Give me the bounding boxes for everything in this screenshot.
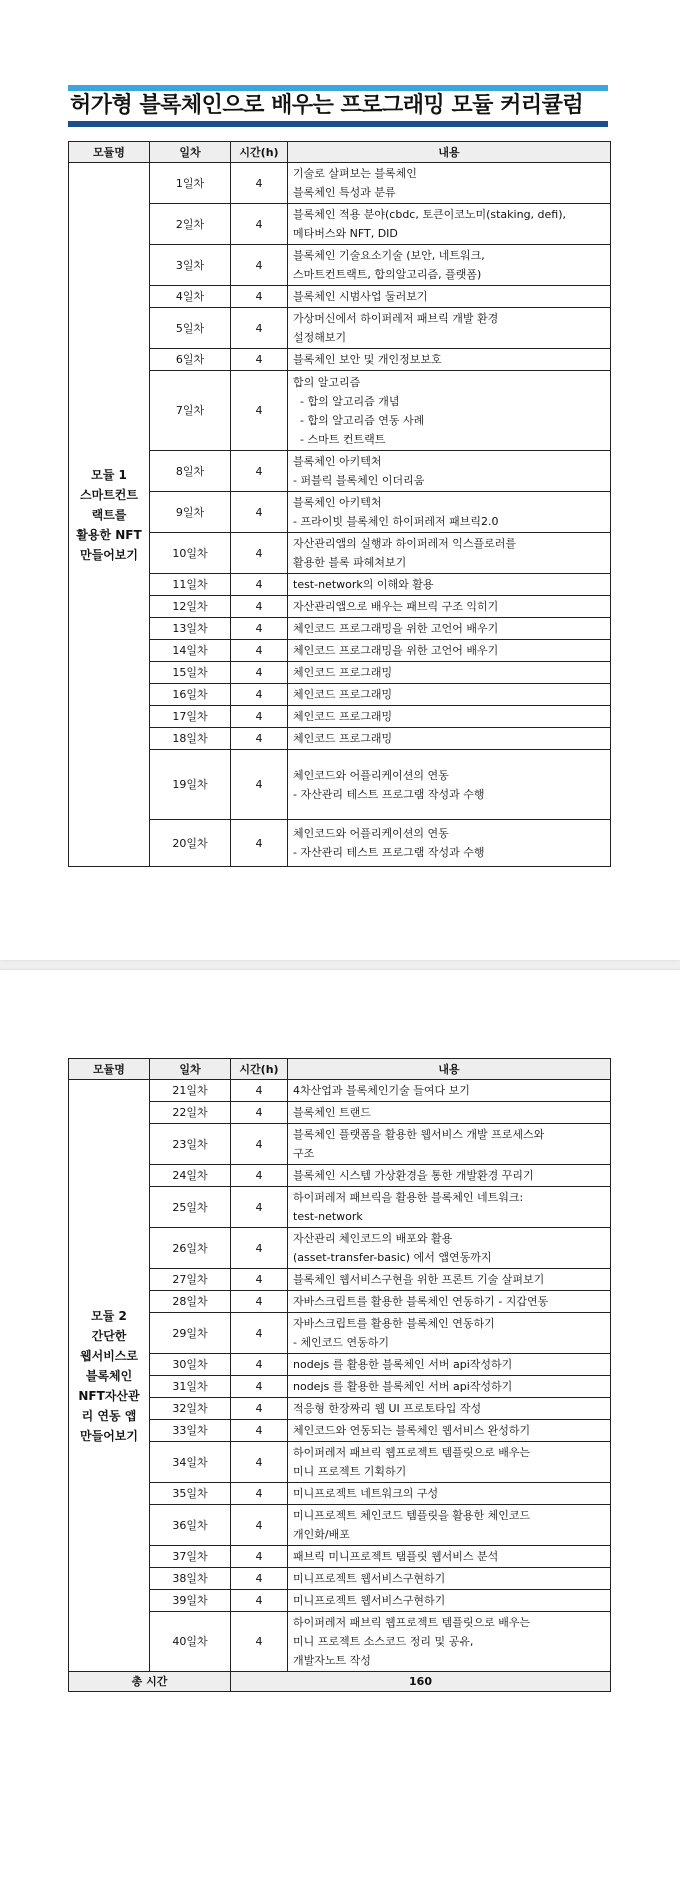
- hours-cell: 4: [231, 204, 288, 245]
- total-value: 160: [231, 1672, 611, 1692]
- hours-cell: 4: [231, 750, 288, 820]
- content-line: 블록체인 아키텍처: [293, 496, 382, 509]
- module-name-line: 랙트를: [91, 507, 127, 522]
- content-cell: [288, 1568, 611, 1590]
- content-cell: [288, 1269, 611, 1291]
- content-line: 블록체인 플랫폼을 활용한 웹서비스 개발 프로세스와: [293, 1128, 545, 1141]
- content-cell: [288, 1165, 611, 1187]
- content-line: 블록체인 기술요소기술 (보안, 네트워크,: [293, 249, 485, 262]
- header-content: 내용: [288, 142, 611, 163]
- hours-cell: 4: [231, 1124, 288, 1165]
- title-bar-bottom: [68, 121, 608, 127]
- content-line: 활용한 블록 파헤쳐보기: [293, 556, 407, 569]
- content-line: 블록체인 시범사업 둘러보기: [293, 290, 428, 303]
- content-line: 합의 알고리즘: [293, 375, 361, 389]
- table-row: [69, 820, 611, 867]
- hours-cell: 4: [231, 492, 288, 533]
- content-cell: [288, 1546, 611, 1568]
- header-hours: 시간(h): [231, 1059, 288, 1080]
- day-cell: 38일차: [150, 1568, 231, 1590]
- content-cell: [288, 1376, 611, 1398]
- content-cell: [288, 204, 611, 245]
- title-text: 허가형 블록체인으로 배우는 프로그래밍 모듈 커리큘럼: [70, 93, 584, 118]
- table-row: [69, 533, 611, 574]
- day-cell: 36일차: [150, 1505, 231, 1546]
- hours-cell: 4: [231, 1505, 288, 1546]
- content-cell: [288, 1590, 611, 1612]
- table-row: [69, 1102, 611, 1124]
- hours-cell: 4: [231, 349, 288, 371]
- table-row: [69, 706, 611, 728]
- hours-cell: 4: [231, 684, 288, 706]
- content-line: 체인코드 프로그래밍을 위한 고언어 배우기: [293, 622, 499, 635]
- header-module: 모듈명: [69, 1059, 150, 1080]
- table-row: [69, 1483, 611, 1505]
- content-line: 블록체인 시스템 가상환경을 통한 개발환경 꾸리기: [293, 1169, 534, 1182]
- day-cell: 20일차: [150, 820, 231, 867]
- day-cell: 10일차: [150, 533, 231, 574]
- content-line: 블록체인 보안 및 개인정보보호: [293, 353, 442, 366]
- table-row: [69, 1442, 611, 1483]
- content-cell: [288, 574, 611, 596]
- content-line: 설정해보기: [293, 331, 347, 344]
- module-name-line: 웹서비스로: [80, 1348, 138, 1363]
- hours-cell: 4: [231, 1354, 288, 1376]
- content-line: 미니 프로젝트 소스코드 정리 및 공유,: [293, 1635, 474, 1648]
- content-line: 미니프로젝트 웹서비스구현하기: [293, 1594, 446, 1607]
- day-cell: 35일차: [150, 1483, 231, 1505]
- day-cell: 15일차: [150, 662, 231, 684]
- content-line: 미니프로젝트 웹서비스구현하기: [293, 1572, 446, 1585]
- day-cell: 40일차: [150, 1612, 231, 1672]
- table-row: [69, 1187, 611, 1228]
- hours-cell: 4: [231, 662, 288, 684]
- table-row: [69, 640, 611, 662]
- content-line: (asset-transfer-basic) 에서 앱연동까지: [293, 1251, 492, 1264]
- table-row: [69, 1291, 611, 1313]
- module-name-line: 스마트컨트: [80, 487, 138, 502]
- hours-cell: 4: [231, 245, 288, 286]
- table-row: [69, 1398, 611, 1420]
- hours-cell: 4: [231, 308, 288, 349]
- day-cell: 7일차: [150, 371, 231, 451]
- day-cell: 30일차: [150, 1354, 231, 1376]
- content-cell: [288, 750, 611, 820]
- module-name-line: 만들어보기: [80, 1428, 138, 1443]
- day-cell: 31일차: [150, 1376, 231, 1398]
- content-line: 자산관리앱으로 배우는 패브릭 구조 익히기: [293, 600, 499, 613]
- table-row: [69, 750, 611, 820]
- content-line: - 합의 알고리즘 개념: [293, 394, 400, 408]
- hours-cell: 4: [231, 618, 288, 640]
- hours-cell: 4: [231, 640, 288, 662]
- hours-cell: 4: [231, 1398, 288, 1420]
- day-cell: 12일차: [150, 596, 231, 618]
- day-cell: 16일차: [150, 684, 231, 706]
- header-day: 일차: [150, 142, 231, 163]
- table-row: [69, 1376, 611, 1398]
- content-line: 미니프로젝트 네트워크의 구성: [293, 1487, 439, 1500]
- content-line: nodejs 를 활용한 블록체인 서버 api작성하기: [293, 1358, 513, 1371]
- content-cell: [288, 1124, 611, 1165]
- content-line: 자바스크립트를 활용한 블록체인 연동하기: [293, 1317, 495, 1330]
- content-cell: [288, 1228, 611, 1269]
- content-line: 하이퍼레저 패브릭을 활용한 블록체인 네트워크:: [293, 1191, 524, 1204]
- content-line: 블록체인 적용 분야(cbdc, 토큰이코노미(staking, defi),: [293, 208, 567, 221]
- content-line: 스마트컨트랙트, 합의알고리즘, 플랫폼): [293, 268, 482, 281]
- table-row: [69, 618, 611, 640]
- page-2: [0, 970, 680, 1900]
- content-line: test-network: [293, 1210, 363, 1223]
- content-line: - 자산관리 테스트 프로그램 작성과 수행: [293, 787, 485, 801]
- content-cell: [288, 728, 611, 750]
- table-row: [69, 728, 611, 750]
- module-1-table: [68, 141, 611, 867]
- content-line: 블록체인 특성과 분류: [293, 186, 396, 199]
- module-name-line: 블록체인: [85, 1368, 133, 1383]
- day-cell: 4일차: [150, 286, 231, 308]
- module-name-line: 활용한 NFT: [76, 527, 142, 542]
- day-cell: 1일차: [150, 163, 231, 204]
- content-line: 구조: [293, 1147, 315, 1160]
- content-line: 자산관리 체인코드의 배포와 활용: [293, 1232, 453, 1245]
- hours-cell: 4: [231, 1080, 288, 1102]
- table-row: [69, 662, 611, 684]
- content-cell: [288, 371, 611, 451]
- table-row: [69, 492, 611, 533]
- content-line: - 자산관리 테스트 프로그램 작성과 수행: [293, 846, 485, 859]
- module-name-line: 모듈 2: [91, 1308, 127, 1323]
- content-cell: [288, 596, 611, 618]
- hours-cell: 4: [231, 451, 288, 492]
- content-line: nodejs 를 활용한 블록체인 서버 api작성하기: [293, 1380, 513, 1393]
- content-cell: [288, 684, 611, 706]
- day-cell: 28일차: [150, 1291, 231, 1313]
- hours-cell: 4: [231, 1165, 288, 1187]
- table-row: [69, 1228, 611, 1269]
- content-cell: [288, 308, 611, 349]
- module-name: [69, 163, 150, 867]
- hours-cell: 4: [231, 706, 288, 728]
- content-line: 패브릭 미니프로젝트 탬플릿 웹서비스 분석: [293, 1550, 499, 1563]
- day-cell: 37일차: [150, 1546, 231, 1568]
- day-cell: 29일차: [150, 1313, 231, 1354]
- content-cell: [288, 1102, 611, 1124]
- hours-cell: 4: [231, 163, 288, 204]
- content-line: 미니프로젝트 체인코드 템플릿을 활용한 체인코드: [293, 1509, 531, 1522]
- hours-cell: 4: [231, 728, 288, 750]
- content-line: 블록체인 아키텍처: [293, 455, 382, 468]
- content-line: 하이퍼레저 패브릭 웹프로젝트 템플릿으로 배우는: [293, 1616, 531, 1629]
- module-name-line: NFT자산관: [78, 1388, 140, 1403]
- table-row: [69, 1568, 611, 1590]
- hours-cell: 4: [231, 1590, 288, 1612]
- content-line: test-network의 이해와 활용: [293, 578, 434, 591]
- content-line: 체인코드 프로그래밍: [293, 732, 393, 745]
- content-cell: [288, 492, 611, 533]
- content-line: 체인코드 프로그래밍: [293, 688, 393, 701]
- content-cell: [288, 1612, 611, 1672]
- content-line: 기술로 살펴보는 블록체인: [293, 167, 417, 180]
- table-row: [69, 1124, 611, 1165]
- table-row: [69, 1165, 611, 1187]
- day-cell: 33일차: [150, 1420, 231, 1442]
- hours-cell: 4: [231, 574, 288, 596]
- day-cell: 14일차: [150, 640, 231, 662]
- content-line: 체인코드와 어플리케이션의 연동: [293, 768, 449, 782]
- content-cell: [288, 1291, 611, 1313]
- table-row: [69, 1590, 611, 1612]
- table-row: [69, 286, 611, 308]
- table-row: [69, 1080, 611, 1102]
- day-cell: 39일차: [150, 1590, 231, 1612]
- day-cell: 21일차: [150, 1080, 231, 1102]
- content-cell: [288, 662, 611, 684]
- hours-cell: 4: [231, 1442, 288, 1483]
- content-cell: [288, 1313, 611, 1354]
- content-line: 자산관리앱의 실행과 하이퍼레저 익스플로러를: [293, 537, 517, 550]
- content-cell: [288, 533, 611, 574]
- header-content: 내용: [288, 1059, 611, 1080]
- content-line: 체인코드 프로그래밍: [293, 666, 393, 679]
- module-name-line: 간단한: [91, 1328, 127, 1343]
- content-line: 체인코드 프로그래밍을 위한 고언어 배우기: [293, 644, 499, 657]
- content-line: - 퍼블릭 블록체인 이더리움: [293, 474, 425, 487]
- content-line: 블록체인 트랜드: [293, 1106, 371, 1119]
- total-row: [69, 1672, 611, 1692]
- content-line: 4차산업과 블록체인기술 들여다 보기: [293, 1084, 470, 1097]
- content-cell: [288, 1080, 611, 1102]
- header-module: 모듈명: [69, 142, 150, 163]
- day-cell: 8일차: [150, 451, 231, 492]
- content-cell: [288, 1483, 611, 1505]
- table-row: [69, 371, 611, 451]
- table-row: [69, 684, 611, 706]
- table-row: [69, 1612, 611, 1672]
- day-cell: 27일차: [150, 1269, 231, 1291]
- table-header-row: [69, 1059, 611, 1080]
- table-row: [69, 308, 611, 349]
- content-line: 자바스크립트를 활용한 블록체인 연동하기 - 지갑연동: [293, 1295, 549, 1308]
- table-row: [69, 1269, 611, 1291]
- table-row: [69, 1505, 611, 1546]
- content-line: 개발자노트 작성: [293, 1654, 371, 1667]
- module-name-line: 모듈 1: [91, 467, 127, 482]
- table-row: [69, 204, 611, 245]
- day-cell: 9일차: [150, 492, 231, 533]
- content-cell: [288, 349, 611, 371]
- hours-cell: 4: [231, 1420, 288, 1442]
- hours-cell: 4: [231, 1269, 288, 1291]
- day-cell: 19일차: [150, 750, 231, 820]
- hours-cell: 4: [231, 1313, 288, 1354]
- module-name-line: 리 연동 앱: [81, 1408, 137, 1423]
- content-cell: [288, 1505, 611, 1546]
- header-hours: 시간(h): [231, 142, 288, 163]
- table-row: [69, 451, 611, 492]
- day-cell: 32일차: [150, 1398, 231, 1420]
- day-cell: 3일차: [150, 245, 231, 286]
- table-row: [69, 349, 611, 371]
- content-line: 메타버스와 NFT, DID: [293, 227, 398, 240]
- content-cell: [288, 451, 611, 492]
- day-cell: 18일차: [150, 728, 231, 750]
- content-line: 적응형 한장짜리 웹 UI 프로토타입 작성: [293, 1402, 482, 1415]
- content-line: - 체인코드 연동하기: [293, 1336, 389, 1349]
- content-cell: [288, 1187, 611, 1228]
- content-cell: [288, 1398, 611, 1420]
- hours-cell: 4: [231, 1546, 288, 1568]
- content-cell: [288, 640, 611, 662]
- day-cell: 26일차: [150, 1228, 231, 1269]
- curriculum-title: [68, 85, 608, 127]
- module-name: [69, 1080, 150, 1672]
- table-row: [69, 1420, 611, 1442]
- day-cell: 34일차: [150, 1442, 231, 1483]
- content-line: - 합의 알고리즘 연동 사례: [293, 413, 425, 427]
- content-line: 체인코드와 연동되는 블록체인 웹서비스 완성하기: [293, 1424, 531, 1437]
- content-line: - 스마트 컨트랙트: [293, 432, 386, 446]
- content-line: 미니 프로젝트 기획하기: [293, 1465, 407, 1478]
- day-cell: 2일차: [150, 204, 231, 245]
- content-cell: [288, 618, 611, 640]
- day-cell: 25일차: [150, 1187, 231, 1228]
- content-cell: [288, 820, 611, 867]
- total-label: 총 시간: [69, 1672, 231, 1692]
- table-row: [69, 1313, 611, 1354]
- content-line: 체인코드와 어플리케이션의 연동: [293, 827, 449, 840]
- content-cell: [288, 1442, 611, 1483]
- hours-cell: 4: [231, 1228, 288, 1269]
- day-cell: 17일차: [150, 706, 231, 728]
- table-row: [69, 596, 611, 618]
- hours-cell: 4: [231, 1291, 288, 1313]
- table-row: [69, 574, 611, 596]
- content-cell: [288, 706, 611, 728]
- hours-cell: 4: [231, 820, 288, 867]
- hours-cell: 4: [231, 1483, 288, 1505]
- module-2-table: [68, 1058, 611, 1692]
- content-cell: [288, 1354, 611, 1376]
- table-row: [69, 1354, 611, 1376]
- hours-cell: 4: [231, 1568, 288, 1590]
- content-line: - 프라이빗 블록체인 하이퍼레저 패브릭2.0: [293, 515, 499, 528]
- hours-cell: 4: [231, 533, 288, 574]
- table-row: [69, 163, 611, 204]
- day-cell: 5일차: [150, 308, 231, 349]
- hours-cell: 4: [231, 1102, 288, 1124]
- hours-cell: 4: [231, 1187, 288, 1228]
- hours-cell: 4: [231, 286, 288, 308]
- table-header-row: [69, 142, 611, 163]
- day-cell: 24일차: [150, 1165, 231, 1187]
- header-day: 일차: [150, 1059, 231, 1080]
- content-cell: [288, 245, 611, 286]
- day-cell: 6일차: [150, 349, 231, 371]
- hours-cell: 4: [231, 1376, 288, 1398]
- content-line: 개인화/배포: [293, 1528, 350, 1541]
- content-line: 하이퍼레저 패브릭 웹프로젝트 템플릿으로 배우는: [293, 1446, 531, 1459]
- day-cell: 22일차: [150, 1102, 231, 1124]
- module-name-line: 만들어보기: [80, 547, 138, 562]
- content-line: 블록체인 웹서비스구현을 위한 프론트 기술 살펴보기: [293, 1273, 545, 1286]
- content-line: 가상머신에서 하이퍼레저 패브릭 개발 환경: [293, 312, 499, 325]
- content-cell: [288, 1420, 611, 1442]
- hours-cell: 4: [231, 371, 288, 451]
- content-line: 체인코드 프로그래밍: [293, 710, 393, 723]
- hours-cell: 4: [231, 596, 288, 618]
- table-row: [69, 1546, 611, 1568]
- day-cell: 23일차: [150, 1124, 231, 1165]
- content-cell: [288, 163, 611, 204]
- table-row: [69, 245, 611, 286]
- day-cell: 13일차: [150, 618, 231, 640]
- day-cell: 11일차: [150, 574, 231, 596]
- hours-cell: 4: [231, 1612, 288, 1672]
- content-cell: [288, 286, 611, 308]
